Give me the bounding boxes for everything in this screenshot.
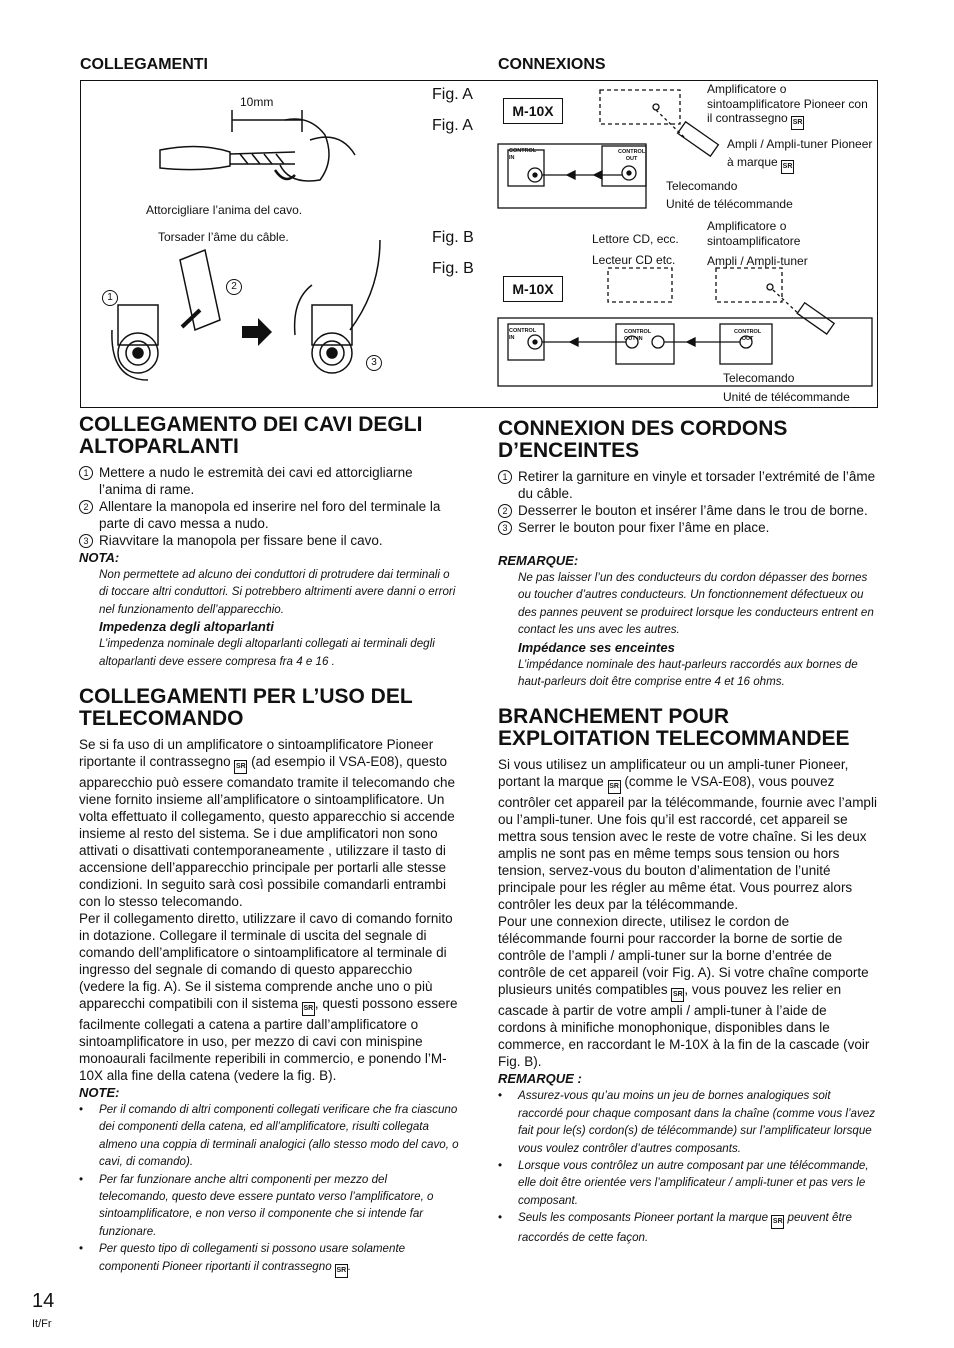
it-remote-title: COLLEGAMENTI PER L’USO DEL TELECOMANDO (79, 685, 413, 731)
fr-impedance-title: Impédance ses enceintes (518, 639, 675, 655)
fr-step: 3 Serrer le bouton pour fixer l’âme en place. (498, 519, 878, 536)
it-step: 2 Allentare la manopola ed inserire nel foro del terminale la parte di cavo messa a nudo. (79, 498, 459, 532)
sr-mark-icon: SR (791, 116, 804, 130)
fig-a-label-fr: Fig. A (432, 117, 473, 134)
caption-fr: Torsader l’âme du câble. (158, 230, 289, 244)
amp-b-fr-label: Ampli / Ampli-tuner (707, 254, 808, 268)
wire-strip-drawing (160, 110, 355, 181)
step-2-marker: 2 (226, 279, 242, 295)
control-in-a: CONTROL IN (509, 148, 537, 161)
it-nota-text: Non permettete ad alcuno dei conduttori di protrudere dai terminali o di toccare altri conduttori. Si potrebbero altrimenti avere danni o errori nel funzionamento dell’apparecchio. (99, 568, 456, 616)
it-step: 3 Riavvitare la manopola per fissare bene il cavo. (79, 532, 459, 549)
it-remote-p1: Se si fa uso di un amplificatore o sintoamplificatore Pioneer riportante il contrassegno SR (ad esempio il VSA-E08), questo apparecchio può essere comandato tramite il telecomando che viene fornito insieme all’amplificatore o sintoamplificatore. Un volta effettuato il collegamento, questo apparecchio si accende insieme al resto del sistema. Se i due amplificatori non sono attivati o disattivati contemporaneamente , utilizzare il tasto di accensione dell’apparecchio principale per portarli alle stesse condizioni. In seguito sarà così possibile comandarli entrambi con lo stesso telecomando. (79, 737, 455, 910)
it-speakers-title: COLLEGAMENTO DEI CAVI DEGLI ALTOPARLANTI (79, 413, 423, 458)
speaker-terminal-left (112, 250, 220, 380)
header-collegamenti: COLLEGAMENTI (80, 56, 208, 73)
fr-notes-list (498, 1087, 878, 1246)
control-in-b: CONTROL IN (509, 328, 537, 341)
remote-a-it: Telecomando (666, 179, 738, 193)
amp-a-it-label: Amplificatore o sintoamplificatore Pioneer con il contrassegno SR (707, 82, 873, 130)
control-out-b: CONTROL OUT (734, 329, 762, 342)
sr-mark-icon: SR (335, 1264, 348, 1278)
amp-a-fr-label: Ampli / Ampli-tuner Pioneer à marque SR (727, 135, 873, 174)
sr-mark-icon: SR (608, 780, 621, 794)
sr-mark-icon: SR (781, 160, 794, 174)
model-label-fig-b: M-10X (503, 276, 563, 302)
it-steps-list (79, 464, 459, 549)
fr-remote-title: BRANCHEMENT POUR EXPLOITATION TELECOMMANDEE (498, 705, 850, 751)
language-code: It/Fr (32, 1318, 52, 1330)
fr-remote-p1: Si vous utilisez un amplificateur ou un ampli-tuner Pioneer, portant la marque SR (comme le VSA-E08), vous pouvez contrôler cet appareil par la télécommande, fournie avec l’ampli ou l’ampli-tuner. Une fois qu’il est raccordé, cet appareil se mettra sous tension avec le reste de votre chaîne. Si les deux amplis ne sont pas en même temps sous tension ou hors tension, servez-vous du bouton d’alimentation de l’unité principale pour les régler au même état. Vous pourrez alors contrôler les deux par la télécommande. (498, 757, 877, 913)
remote-b-fr: Unité de télécommande (723, 390, 850, 404)
it-impedance-title: Impedenza degli altoparlanti (99, 619, 274, 635)
sr-mark-icon: SR (302, 1002, 315, 1016)
it-step: 1 Mettere a nudo le estremità dei cavi ed attorcigliarne l’anima di rame. (79, 464, 459, 498)
it-remote-p2: Per il collegamento diretto, utilizzare il cavo di comando fornito in dotazione. Collegare il terminale di uscita del segnale di comando dell’amplificatore o sintoamplificatore al terminale di ingresso del segnale di comando di questo apparecchio (vedere la fig. A). Se il sistema comprende anche uno o più apparecchi compatibili con il sistema SR , questi possono essere facilmente collegati a catena a partire dall’amplificatore o sintoamplificatore in uso, per mezzo di cavi con minispine monoaurali facilmente reperibili in commercio, e ponendo l’M-10X alla fine della catena (vedere la fig. B). (79, 911, 458, 1084)
control-out-a: CONTROL OUT (618, 149, 646, 162)
it-note-item: • Per far funzionare anche altri componenti per mezzo del telecomando, questo deve essere puntato verso l’amplificatore, o sintoamplificatore, e non verso il componente che si intende far funzionare. (79, 1171, 459, 1241)
sr-mark-icon: SR (771, 1215, 784, 1229)
step-number: 2 (79, 500, 93, 514)
it-nota-label: NOTA: (79, 550, 120, 565)
it-note-item: • Per il comando di altri componenti collegati verificare che fra ciascuno dei componenti della catena, ed all’amplificatore, risulti collegata almeno una coppia di terminali analogici (allo stesso modo del cavo, o cavi, di comando). (79, 1101, 459, 1171)
fr-remote-p2: Pour une connexion directe, utilisez le cordon de télécommande fourni pour raccorder la borne de sortie de contrôle de l’ampli / ampli-tuner sur la borne d’entrée de contrôle de cet appareil (voir Fig. A). Si votre chaîne comporte plusieurs unités compatibles SR , vous pouvez les relier en cascade à partir de votre ampli / ampli-tuner à l’aide de cordons à minifiche monophonique, disponibles dans le commerce, en raccordant le M-10X à la fin de la cascade (voir Fig. B). (498, 914, 870, 1070)
dim-label: 10mm (240, 95, 274, 109)
fr-steps-list (498, 468, 878, 536)
step-number: 2 (498, 504, 512, 518)
speaker-terminal-right (295, 240, 380, 373)
caption-it: Attorcigliare l’anima del cavo. (146, 203, 303, 217)
fig-a-label: Fig. A (432, 86, 473, 103)
arrow-right (242, 318, 272, 346)
fr-remarque-text: Ne pas laisser l’un des conducteurs du cordon dépasser des bornes ou toucher d’autres conducteurs. Un fonctionnement défectueux ou des pannes peuvent se produirect lorsque les conducteurs entrent en contact les uns avec les autres. (518, 571, 874, 637)
fr-step: 2 Desserrer le bouton et insérer l’âme dans le trou de borne. (498, 502, 878, 519)
remote-b-it: Telecomando (723, 371, 795, 385)
fr-note-item: • Assurez-vous qu’au moins un jeu de bornes analogiques soit raccordé pour chaque composant dans la chaîne (comme vous l’avez fait pour le(s) cordon(s) de télécommande) sur l’amplificateur lorsque vous voulez contrôler d’autres composants. (498, 1087, 878, 1157)
fr-step: 1 Retirer la garniture en vinyle et torsader l’extrémité de l’âme du câble. (498, 468, 878, 502)
fr-remarque2-label: REMARQUE : (498, 1071, 582, 1087)
step-number: 3 (498, 521, 512, 535)
step-number: 3 (79, 534, 93, 548)
fig-b-label: Fig. B (432, 229, 474, 246)
sr-mark-icon: SR (234, 760, 247, 774)
control-out-in-b: CONTROL OUT IN (624, 329, 652, 342)
fig-b-label-fr: Fig. B (432, 260, 474, 277)
it-notes-list (79, 1101, 459, 1278)
step-number: 1 (498, 470, 512, 484)
fr-speakers-title: CONNEXION DES CORDONS D’ENCEINTES (498, 417, 788, 462)
header-connexions: CONNEXIONS (498, 56, 606, 73)
page-number: 14 (32, 1290, 55, 1312)
fr-impedance-text: L’impédance nominale des haut-parleurs raccordés aux bornes de haut-parleurs doit être comprise entre 4 et 16 ohms. (518, 657, 858, 689)
it-note-item: • Per questo tipo di collegamenti si possono usare solamente componenti Pioneer riportanti il contrassegno SR . (79, 1240, 459, 1277)
it-impedance-text: L’impedenza nominale degli altoparlanti collegati ai terminali degli altoparlanti deve essere compresa fra 4 e 16 . (99, 637, 435, 668)
remote-a-fr: Unité de télécommande (666, 197, 793, 211)
fr-remarque-label: REMARQUE: (498, 553, 579, 568)
italian-column (79, 414, 459, 1278)
step-1-marker: 1 (102, 290, 118, 306)
step-number: 1 (79, 466, 93, 480)
cd-it-label: Lettore CD, ecc. (592, 232, 679, 246)
model-label-fig-a: M-10X (503, 98, 563, 124)
sr-mark-icon: SR (671, 988, 684, 1002)
fr-note-item: • Lorsque vous contrôlez un autre composant par une télécommande, elle doit être orientée vers l’amplificateur / ampli-tuner et pas vers le composant. (498, 1157, 878, 1209)
fr-note-item: • Seuls les composants Pioneer portant la marque SR peuvent être raccordés de cette façon. (498, 1209, 878, 1246)
it-note-label: NOTE: (79, 1085, 120, 1101)
cd-fr-label: Lecteur CD etc. (592, 253, 676, 267)
french-column (498, 418, 878, 1247)
amp-b-it-label: Amplificatore o sintoamplificatore (707, 219, 801, 248)
step-3-marker: 3 (366, 355, 382, 371)
